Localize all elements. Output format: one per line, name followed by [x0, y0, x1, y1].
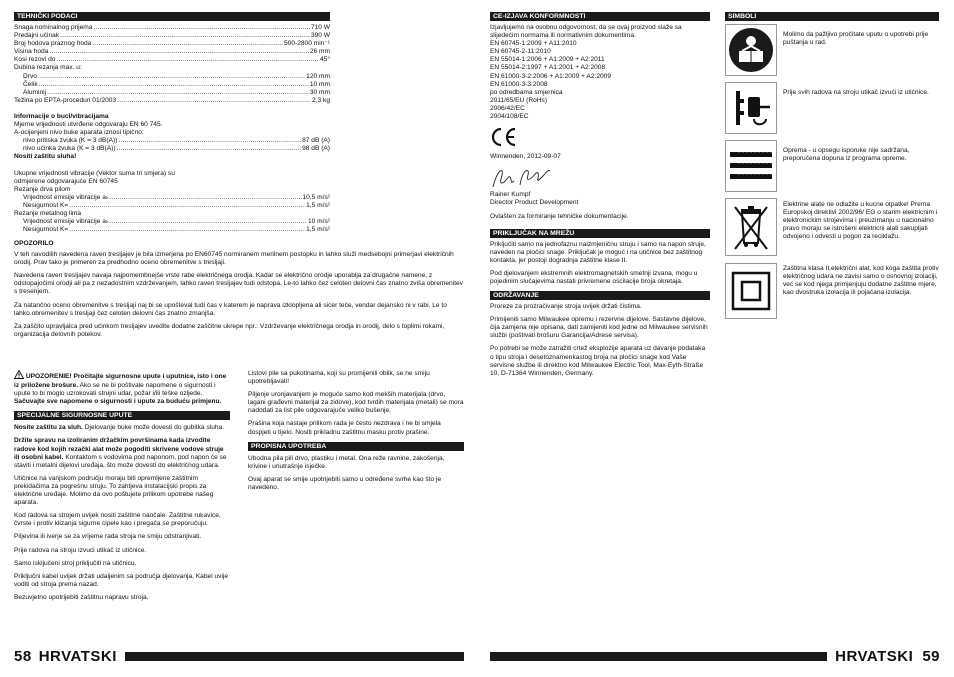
page-number: 58 — [14, 647, 32, 665]
row-label: Nesigurnost K= — [23, 226, 69, 234]
ce-norm: 2006/42/EC — [490, 104, 525, 112]
tech-section — [14, 12, 330, 234]
ce-norm: EN 60745-1:2009 + A11:2010 — [490, 40, 577, 48]
mid-paragraphs — [248, 370, 464, 437]
connection-paragraph: Priključiti samo na jednofaznu naizmjeničnu struju i samo na napon struje, naveden na pločici snage. Priključak je moguć i na utičnice bez zaštitnog kontakta, jer postoji dogradnja zaštitne klase II. — [490, 240, 706, 264]
ce-norm: EN 55014-1:2006 + A1:2009 + A2:2011 — [490, 56, 605, 64]
row-label: Visina hoda — [14, 48, 49, 56]
noise-block — [14, 113, 330, 162]
special-item — [14, 424, 230, 432]
data-row — [23, 73, 330, 81]
conn-header: PRIKLJUČAK NA MREŽU — [490, 229, 710, 238]
data-row — [23, 145, 330, 153]
row-label: Broj hodova praznog hoda — [14, 40, 92, 48]
warning-paragraph: V teh navodilih navedena raven tresljajev je bila izmerjena po EN60745 normiranem merilnem postopku in lahko služi medsebojni primerjavi električnih orodij. Prav tako je primeren za predhodno oceno obremenitve s tresljaji. — [14, 251, 454, 267]
data-row — [14, 64, 330, 72]
noise-protect: Nositi zaštitu sluha! — [14, 153, 77, 161]
row-value: 390 W — [310, 32, 330, 40]
row-label: Nesigurnost K= — [23, 201, 69, 209]
symbol-row — [725, 140, 939, 192]
data-row — [23, 218, 330, 226]
warning-section — [14, 240, 464, 344]
usage-paragraph: Ovaj aparat se smije upotrijebiti samo u određene svrhe kao što je navedeno. — [248, 475, 442, 491]
weee-bin-icon — [725, 198, 777, 256]
footer-bar — [125, 652, 464, 661]
special-item-bold: Držite spravu na izoliranim držačkim površinama kada izvodite radove kod kojih rezački alat može pogoditi skrivene vodove struje ili osobni kabel. — [14, 437, 224, 461]
usage-paragraph: Ubodna pila pili drvo, plastiku i metal. Ona reže ravnine, zakošenja, krivine i unutrašnje isječke. — [248, 454, 445, 470]
row-value: 10,5 m/s² — [302, 193, 330, 201]
data-row — [23, 226, 330, 234]
signature-image — [490, 165, 570, 191]
ce-norm: EN 55014-2:1997 + A1:2001 + A2:2008 — [490, 64, 606, 72]
depth-list — [14, 73, 330, 97]
ce-norm: EN 61000-3-3:2008 — [490, 80, 548, 88]
row-label: Snaga nominalnog prijema — [14, 24, 93, 31]
symbol-row — [725, 198, 939, 256]
right-footer — [490, 646, 940, 666]
middle-column — [248, 370, 464, 497]
row-label: Čelik — [23, 80, 38, 88]
maintenance-paragraph: Po potrebi se može zatražiti crtež eksplozije aparata uz davanje podataka o tipu stroja i desetoznamenkastog broja na pločici snage kod Vaše servisne službe ili direktno kod Milwaukee Electric Tool, Max-Eyth-Straße 10, D-71364 Winnenden, Germany. — [490, 345, 706, 377]
ce-norms — [490, 40, 710, 121]
special-item-text: Djelovanje buke može dovesti do gubitka sluha. — [84, 424, 225, 432]
row-value: 98 dB (A) — [302, 145, 330, 153]
warning-paragraph: Navedena raven tresljajev navaja najpomembnejše vrste rabe električnega orodja. Kadar se električno orodje uporablja za drugačne namene, z odstopajočimi orodji ali pa z nezadostnim vzdrževanjem, lahko raven tresljajev tudi odstopa. Le-to lahko čez celoten delovni čas znatno zviša obremenitev s tresenjem. — [14, 272, 463, 296]
paragraph: Listovi pile sa pukotinama, koji su promijenili oblik, se ne smiju upotrebljavati! — [248, 370, 430, 386]
ce-mark — [490, 127, 710, 150]
row-value: 710 W — [310, 24, 330, 31]
row-value: 45° — [320, 56, 330, 64]
usage-paragraphs — [248, 455, 464, 492]
maint-header: ODRŽAVANJE — [490, 291, 710, 300]
safety-caution-bold: UPOZORENIE! Pročitajte sigurnosne upute i uputnice, isto i one iz priložene brošure. — [14, 373, 227, 390]
special-item — [14, 437, 230, 469]
accessory-blades-icon — [725, 140, 777, 192]
paragraph: Pilјenje uronjavanjem je moguće samo kod mekših materijala (drvo, lagani građevni materijal za zidove), kod tvrdih materijala (metali) se mora nadodati za list pile odgovarajuće veliko bušenje. — [248, 391, 464, 415]
special-item — [14, 573, 230, 589]
special-item — [14, 475, 230, 507]
special-item-text: Utičnice na vanjskom području moraju biti opremljene zaštitnim prekidačima za pogrešnu struju. To zahtjeva instalacijski propis za električne uređaje. Molimo da ovo poštujete prilikom upotrebe našeg aparata. — [14, 474, 214, 507]
row-value: 30 mm — [309, 88, 330, 96]
place-date: Winnenden, 2012-09-07 — [490, 153, 561, 161]
metal-values — [14, 218, 330, 234]
wood-title: Rezanje drva pilom — [14, 185, 71, 193]
special-item — [14, 594, 230, 602]
symbol-row — [725, 263, 939, 319]
row-label: Vrijednost emisije vibracije aₕ — [23, 193, 109, 201]
safety-caution-text: Ako se ne bi poštivale napomene o sigurnosti i upute to bi moglo uzrokovati strujni udar, požar i/ili teške ozljede. — [14, 382, 216, 398]
spec-list — [14, 24, 330, 73]
weight-value: 2,3 kg — [312, 96, 330, 104]
warning-triangle-icon — [14, 370, 24, 382]
row-label: Kosi rezovi do — [14, 56, 56, 64]
symbol-text: Zaštitna klasa II,električni alat, kod koga zaštita protiv električnog udara ne zavisi samo o osnovnoj izolaciji, već se kod njega primjenjuju dodatne zaštitne mjere, kao dvostruka izolacija ili pojačana izolacija. — [783, 265, 939, 296]
symbol-row — [725, 24, 939, 76]
data-row — [23, 89, 330, 97]
row-label: nivo pritiska zvuka (K = 3 dB(A)) — [23, 137, 118, 145]
unplug-icon — [725, 82, 777, 134]
sym-header: SIMBOLI — [725, 12, 939, 21]
special-item-text: Prije radova na stroju izvući utikač iz utičnice. — [14, 546, 147, 554]
special-item-text: Priključni kabel uvijek držati udaljenim sa područja djelovanja. Kabel uvije voditi od stroja prema nazad. — [14, 572, 229, 588]
safety-caution-keep: Sačuvajte sve napomene o sigurnosti i upute za buduću primjenu. — [14, 398, 222, 406]
special-item-text: Bezuvjetno upotrijebiti zaštitnu napravu stroja. — [14, 593, 149, 601]
data-row — [14, 48, 330, 56]
connection-paragraphs — [490, 241, 710, 286]
special-header: SPECIJALNE SIGURNOSNE UPUTE — [14, 411, 230, 420]
noise-title: Informacije o buci/vibracijama — [14, 112, 109, 120]
data-row — [14, 40, 330, 48]
ce-mark-icon — [490, 127, 518, 147]
weight-row — [14, 97, 330, 105]
row-value: 500-2800 min⁻¹ — [284, 40, 330, 48]
data-row — [23, 137, 330, 145]
row-value: 120 mm — [306, 72, 330, 80]
row-label: Predajni učinak — [14, 32, 60, 40]
noise-intro: Mjerne vrijednosti utvrđene odgovaraju EN 60 745. — [14, 121, 163, 129]
signature — [490, 165, 710, 191]
maintenance-paragraph: Primijeniti samo Milwaukee opremu i rezervne dijelove. Sastavne dijelove, čija zamjena nije opisana, dati zamijeniti kod jedne od Milwaukee servisnih službi (poštivati brošuru Garancija/Adrese servisa). — [490, 316, 708, 340]
ce-section — [490, 12, 710, 383]
symbol-text: Molimo da pažljivo pročitate uputu o upotrebi prije puštanja u rad. — [783, 31, 929, 46]
page-language: HRVATSKI — [835, 647, 914, 665]
safety-caution — [14, 370, 230, 406]
wood-values — [14, 194, 330, 210]
row-value: 87 dB (A) — [302, 137, 330, 145]
data-row — [23, 202, 330, 210]
ce-norm: 2011/65/EU (RoHs) — [490, 96, 548, 104]
data-row — [23, 81, 330, 89]
data-row — [14, 32, 330, 40]
row-value: 10 mm — [309, 80, 330, 88]
vibration-block — [14, 170, 330, 235]
page-number: 59 — [922, 647, 940, 665]
signer-name: Rainer Kumpf — [490, 191, 531, 199]
usage-header: PROPISNA UPOTREBA — [248, 442, 464, 451]
special-item-text: Samo isključeni stroj priključiti na utičnicu. — [14, 559, 137, 567]
row-value: 1,5 m/s² — [306, 226, 330, 234]
symbol-text: Oprema - u opsegu isporuke nije sadržana, preporučena dopuna iz programa opreme. — [783, 147, 910, 162]
right-page — [477, 0, 954, 677]
row-value: 1,5 m/s² — [306, 201, 330, 209]
footer-bar — [490, 652, 827, 661]
ce-intro: Izjavljujemo na osobnu odgovornost, da se ovaj proizvod slaže sa slijedećim normama ili normativnim dokumentima. — [490, 24, 682, 40]
special-item-bold: Nosite zaštitu za sluh. — [14, 424, 83, 432]
ce-norm: EN 60745-2-11:2010 — [490, 48, 551, 56]
row-value: 10 m/s² — [308, 218, 330, 226]
warning-paragraph: Za zaščito upravljalca pred učinkom tresljajev uvedite dodatne zaščitne ukrepe npr.: Vzdrževanje električnega orodja in orodij, delo s toplimi rokami, organizacija delovnih potekov. — [14, 322, 445, 338]
class-ii-insulation-icon — [725, 263, 777, 319]
weight-label: Težina po EPTA-proceduri 01/2003 — [14, 96, 117, 104]
symbol-text: Elektrinе alate ne odlažite u kucne otpatke! Prema Europskoj direktivi 2002/96/ EG o starim elektricnim i elektronickim strojevima i preuzimanju u nacionalno pravo moraju se istrošeni elektricni alati sakupljati odvojeno i odvesti u pogon za reciklažu. — [783, 201, 938, 240]
signer-auth: Ovlašten za formiranje tehničke dokumentacije. — [490, 212, 629, 220]
data-row — [14, 24, 330, 32]
tech-header: TEHNIČKI PODACI — [14, 12, 330, 21]
special-list — [14, 424, 230, 602]
special-item — [14, 533, 230, 541]
special-item — [14, 547, 230, 555]
read-manual-icon — [725, 24, 777, 76]
special-item — [14, 560, 230, 568]
maintenance-paragraph: Proreze za prozračivanje stroja uvijek držati čistima. — [490, 303, 642, 311]
warning-paragraph: Za natančno oceno obremenitve s tresljaji naj bi se upošteval tudi čas v katerem je naprava izklopljena ali sicer teče, vendar dejansko ni v rabi. Le to lahko obremenitev s tresljaji čez celoten delovni čas znatno zmanjša. — [14, 301, 447, 317]
signer-title: Director Product Development — [490, 199, 579, 207]
vib-intro-1: Ukupne vrijednosti vibracije (Vektor suma tri smjera) su — [14, 169, 175, 177]
special-item-text: Kontaktom s vodovima pod naponom, pod napon će se staviti i metalni dijelovi uređaja, što može dovesti do električnog udara. — [14, 453, 227, 469]
ce-norm: po odredbama smjernica — [490, 88, 563, 96]
page-language: HRVATSKI — [38, 647, 117, 665]
row-value: 26 mm — [309, 48, 330, 56]
noise-level-intro: A-ocijenjeni nivo buke aparata iznosi tipično: — [14, 129, 144, 137]
ce-norm: EN 61000-3-2:2006 + A1:2009 + A2:2009 — [490, 72, 611, 80]
maintenance-paragraphs — [490, 303, 710, 378]
data-row — [14, 56, 330, 64]
connection-paragraph: Pod djelovanjem ekstremnih elektromagnetskih smetnji izvana, mogu u pojedinim slučajevima nastati privremene oscilacije broja okretaja. — [490, 269, 698, 285]
row-label: Vrijednost emisije vibracije aₕ — [23, 218, 109, 226]
warning-paragraphs — [14, 251, 464, 339]
paragraph: Prašina koja nastaje prilikom rada je često nezdrava i ne bi smjela dospjeti u tijelo. Nositi prikladnu zaštitnu masku protiv prašine. — [248, 420, 441, 436]
data-row — [23, 194, 330, 202]
ce-norm: 2004/108/EC — [490, 113, 529, 121]
safety-column — [14, 370, 230, 607]
warning-title: OPOZORILO — [14, 240, 54, 247]
metal-title: Rezanje metalnog lima — [14, 209, 82, 217]
vib-intro-2: odmjerene odgovarajuće EN 60745 — [14, 177, 118, 185]
special-item-text: Kod radova sa strojem uvijek nositi zaštitne naočale. Zaštitne rukavice, čvrste i protiv klizanja sigurne cipele kao i pregača se preporučuju. — [14, 512, 221, 528]
row-label: Drvo — [23, 72, 37, 80]
special-item-text: Piljevina ili iverje se za vrijeme rada stroja ne smiju odstranjivati. — [14, 533, 202, 541]
symbols-section — [725, 12, 939, 325]
ce-header: CE-IZJAVA KONFORMNOSTI — [490, 12, 710, 21]
row-label: nivo učinka zvuka (K = 3 dB(A)) — [23, 145, 116, 153]
row-label: Aluminij — [23, 88, 47, 96]
symbol-row — [725, 82, 939, 134]
special-item — [14, 512, 230, 528]
noise-values — [14, 137, 330, 153]
left-footer — [14, 646, 464, 666]
row-label: Dubina rezanja max. u: — [14, 64, 82, 72]
symbol-text: Prije svih radova na stroju utikač izvući iz utičnice. — [783, 89, 929, 96]
